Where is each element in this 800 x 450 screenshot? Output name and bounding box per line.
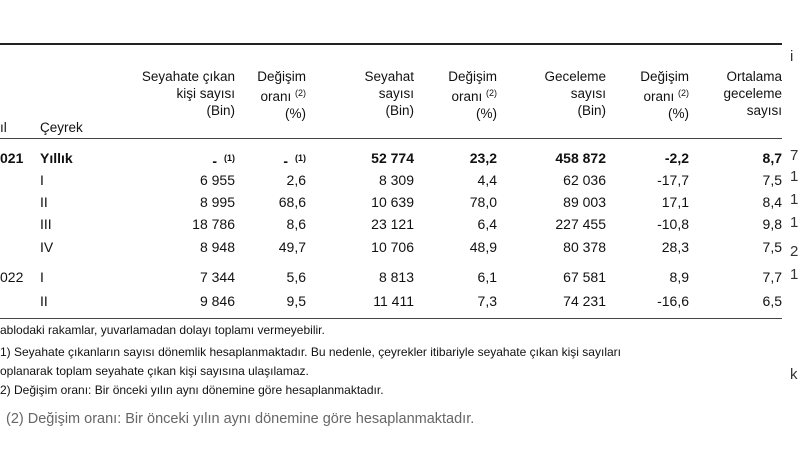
header-nights-change: Değişim oranı $^{(2)}$ (%) bbox=[640, 69, 689, 121]
footnote-2: 2) Değişim oranı: Bir önceki yılın aynı dönemine göre hesaplanmaktadır. bbox=[0, 383, 384, 397]
table-cell-c4 bbox=[478, 216, 497, 232]
table-cell-c4 bbox=[470, 150, 497, 166]
footnote-marker: (1) bbox=[224, 153, 235, 163]
cell-value: 52 774 bbox=[371, 150, 414, 166]
cell-value: 49,7 bbox=[278, 239, 306, 255]
table-cell-c4 bbox=[470, 194, 497, 210]
cell-value: 18 786 bbox=[192, 216, 235, 232]
header-avg-nights: Ortalama geceleme sayısı bbox=[723, 69, 782, 118]
table-cell-c7 bbox=[763, 172, 782, 188]
footnote-1-line-1: 1) Seyahate çıkanların sayısı dönemlik hesaplanmaktadır. Bu nedenle, çeyrekler itibariyle seyahate çıkan kişi sayıları bbox=[0, 345, 621, 359]
cell-value: 8 309 bbox=[378, 172, 414, 188]
cell-value: - bbox=[212, 153, 217, 169]
header-quarter: Çeyrek bbox=[40, 120, 83, 135]
table-cell-c2 bbox=[283, 150, 306, 169]
table-cell-c1 bbox=[200, 293, 235, 309]
header-outbound-count: Seyahate çıkan kişi sayısı (Bin) bbox=[141, 69, 235, 118]
cell-value: 2,6 bbox=[286, 172, 306, 188]
cell-value: 8 948 bbox=[199, 239, 235, 255]
row-year: 021 bbox=[0, 150, 24, 166]
table-bottom-rule bbox=[0, 318, 782, 319]
table-cell-c5 bbox=[563, 194, 606, 210]
table-cell-c4 bbox=[478, 293, 497, 309]
table-cell-c5 bbox=[563, 269, 606, 285]
table-cell-c5 bbox=[555, 216, 606, 232]
table-cell-c7 bbox=[763, 150, 782, 166]
cell-value: 6 955 bbox=[199, 172, 235, 188]
cell-value: 48,9 bbox=[469, 239, 497, 255]
cell-value: 6,1 bbox=[477, 269, 497, 285]
row-quarter: II bbox=[40, 293, 48, 309]
cell-value: 9 846 bbox=[199, 293, 235, 309]
row-year: 022 bbox=[0, 269, 24, 285]
table-cell-c2 bbox=[287, 172, 306, 188]
cell-value: 89 003 bbox=[563, 194, 606, 210]
cell-value: 8,6 bbox=[286, 216, 306, 232]
cell-value: 9,5 bbox=[286, 293, 306, 309]
cell-value: 7,7 bbox=[762, 269, 782, 285]
cell-value: 8,4 bbox=[762, 194, 782, 210]
cell-value: 62 036 bbox=[563, 172, 606, 188]
cell-value: 80 378 bbox=[563, 239, 606, 255]
header-trips: Seyahat sayısı (Bin) bbox=[364, 69, 414, 118]
cell-value: 11 411 bbox=[373, 293, 414, 309]
table-cell-c2 bbox=[287, 216, 306, 232]
table-cell-c5 bbox=[563, 172, 606, 188]
table-cell-c5 bbox=[555, 150, 606, 166]
cell-value: 6,5 bbox=[762, 293, 782, 309]
footnote-1-line-2: oplanarak toplam seyahate çıkan kişi sayısına ulaşılamaz. bbox=[0, 364, 309, 378]
cell-value: 67 581 bbox=[563, 269, 606, 285]
footnote-marker: (1) bbox=[295, 153, 306, 163]
cell-value: 7,5 bbox=[762, 239, 782, 255]
edge-glyph: 7 bbox=[790, 147, 799, 164]
header-rule bbox=[0, 138, 782, 139]
table-cell-c2 bbox=[279, 194, 306, 210]
table-cell-c1 bbox=[192, 216, 235, 232]
row-quarter: I bbox=[40, 269, 44, 285]
cell-value: 10 639 bbox=[371, 194, 414, 210]
header-year: ıl bbox=[0, 120, 7, 135]
cell-value: 8 813 bbox=[378, 269, 414, 285]
table-cell-c2 bbox=[287, 293, 306, 309]
row-quarter: Yıllık bbox=[40, 150, 73, 166]
table-cell-c6 bbox=[657, 293, 689, 309]
edge-glyph: 1 bbox=[790, 168, 799, 185]
table-cell-c7 bbox=[763, 269, 782, 285]
table-cell-c4 bbox=[470, 239, 497, 255]
cell-value: -16,6 bbox=[657, 293, 689, 309]
table-cell-c1 bbox=[212, 150, 235, 169]
cell-value: -10,8 bbox=[657, 216, 689, 232]
table-cell-c3 bbox=[379, 172, 414, 188]
row-quarter: III bbox=[40, 216, 52, 232]
cell-value: 28,3 bbox=[661, 239, 689, 255]
table-cell-c7 bbox=[763, 216, 782, 232]
table-cell-c6 bbox=[657, 172, 689, 188]
table-cell-c6 bbox=[665, 150, 689, 166]
cell-value: 68,6 bbox=[278, 194, 306, 210]
table-cell-c3 bbox=[371, 239, 414, 255]
table-cell-c3 bbox=[379, 269, 414, 285]
cell-value: -17,7 bbox=[657, 172, 689, 188]
cell-value: 78,0 bbox=[469, 194, 497, 210]
cell-value: 8,7 bbox=[762, 150, 782, 166]
cell-value: 458 872 bbox=[555, 150, 606, 166]
table-cell-c4 bbox=[478, 269, 497, 285]
cell-value: -2,2 bbox=[664, 150, 689, 166]
header-nights: Geceleme sayısı (Bin) bbox=[544, 69, 606, 118]
table-cell-c6 bbox=[662, 194, 689, 210]
cell-value: 23 121 bbox=[371, 216, 414, 232]
table-cell-c4 bbox=[478, 172, 497, 188]
cell-value: 8 995 bbox=[199, 194, 235, 210]
table-cell-c7 bbox=[763, 293, 782, 309]
table-cell-c5 bbox=[563, 293, 606, 309]
cell-value: - bbox=[283, 153, 288, 169]
edge-glyph: i bbox=[790, 48, 794, 65]
cell-value: 74 231 bbox=[563, 293, 606, 309]
table-cell-c6 bbox=[657, 216, 689, 232]
table-cell-c5 bbox=[563, 239, 606, 255]
edge-glyph: k bbox=[790, 366, 798, 383]
footnote-2-duplicate: (2) Değişim oranı: Bir önceki yılın aynı dönemine göre hesaplanmaktadır. bbox=[6, 411, 475, 427]
cell-value: 227 455 bbox=[555, 216, 606, 232]
row-quarter: I bbox=[40, 172, 44, 188]
header-outbound-change: Değişim oranı $^{(2)}$ (%) bbox=[257, 69, 306, 121]
table-cell-c7 bbox=[763, 239, 782, 255]
table-top-rule bbox=[0, 43, 782, 45]
cell-value: 7 344 bbox=[199, 269, 235, 285]
header-trips-change: Değişim oranı $^{(2)}$ (%) bbox=[448, 69, 497, 121]
table-cell-c6 bbox=[670, 269, 689, 285]
cell-value: 7,3 bbox=[477, 293, 497, 309]
table-cell-c3 bbox=[371, 150, 414, 166]
table-cell-c6 bbox=[662, 239, 689, 255]
table-cell-c3 bbox=[373, 293, 414, 309]
edge-glyph: 1 bbox=[790, 266, 799, 283]
table-cell-c2 bbox=[287, 269, 306, 285]
cell-value: 4,4 bbox=[477, 172, 497, 188]
table-cell-c1 bbox=[200, 269, 235, 285]
table-cell-c3 bbox=[371, 194, 414, 210]
table-cell-c3 bbox=[371, 216, 414, 232]
edge-glyph: 2 bbox=[790, 243, 799, 260]
table-cell-c1 bbox=[200, 194, 235, 210]
footnote-rounding: ablodaki rakamlar, yuvarlamadan dolayı toplamı vermeyebilir. bbox=[0, 323, 325, 337]
cell-value: 10 706 bbox=[371, 239, 414, 255]
edge-glyph: 1 bbox=[790, 214, 799, 231]
row-quarter: IV bbox=[40, 239, 54, 255]
table-cell-c7 bbox=[763, 194, 782, 210]
cell-value: 5,6 bbox=[286, 269, 306, 285]
table-cell-c2 bbox=[279, 239, 306, 255]
row-quarter: II bbox=[40, 194, 48, 210]
table-cell-c1 bbox=[200, 172, 235, 188]
cell-value: 9,8 bbox=[762, 216, 782, 232]
cell-value: 8,9 bbox=[669, 269, 689, 285]
cell-value: 17,1 bbox=[661, 194, 689, 210]
cell-value: 7,5 bbox=[762, 172, 782, 188]
edge-glyph: 1 bbox=[790, 191, 799, 208]
cell-value: 23,2 bbox=[469, 150, 497, 166]
cell-value: 6,4 bbox=[477, 216, 497, 232]
table-cell-c1 bbox=[200, 239, 235, 255]
